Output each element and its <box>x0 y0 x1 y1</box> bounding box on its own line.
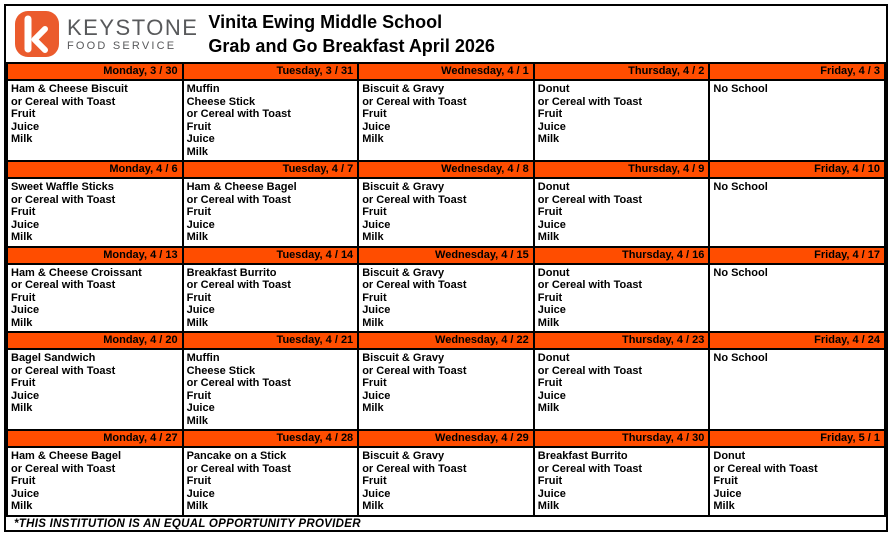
menu-cell-w5-d2 <box>183 447 359 516</box>
brand-text <box>67 16 198 53</box>
menu-item: Fruit <box>11 291 36 304</box>
week-1-menu-row <box>7 80 885 161</box>
menu-item: Milk <box>362 402 384 414</box>
menu-item: No School <box>713 266 768 279</box>
menu-item: Bagel Sandwich <box>11 352 96 364</box>
menu-item: Juice <box>362 218 391 231</box>
menu-item: Juice <box>11 487 40 500</box>
menu-item: Fruit <box>11 475 36 487</box>
menu-item: Juice <box>713 487 742 500</box>
page-title <box>208 10 494 58</box>
menu-item: Milk <box>713 500 735 512</box>
date-cell-w2-d2: Tuesday, 4 / 7 <box>183 161 359 178</box>
menu-item: Milk <box>186 231 208 243</box>
date-cell-w1-d1: Monday, 3 / 30 <box>7 63 183 80</box>
menu-item: Fruit <box>537 291 563 304</box>
week-1-date-row <box>7 63 885 80</box>
page-footer <box>6 517 886 532</box>
menu-item: Cheese Stick <box>186 364 256 377</box>
menu-item: or Cereal with Toast <box>362 95 467 108</box>
menu-item: Ham & Cheese Croissant <box>11 266 142 279</box>
week-2-date-row <box>7 161 885 178</box>
menu-item: Biscuit & Gravy <box>362 83 445 95</box>
menu-cell-w3-d4 <box>534 264 710 333</box>
equal-opportunity-statement: *THIS INSTITUTION IS AN EQUAL OPPORTUNITY PROVIDER <box>14 517 361 530</box>
menu-item: or Cereal with Toast <box>186 279 291 291</box>
menu-item: Milk <box>11 133 33 145</box>
menu-item: Breakfast Burrito <box>186 266 277 279</box>
menu-cell-w5-d4 <box>534 447 710 516</box>
menu-item: Fruit <box>537 475 563 487</box>
menu-item: Donut <box>537 266 570 279</box>
menu-item: Milk <box>186 414 208 427</box>
menu-cell-w1-d4 <box>534 80 710 161</box>
menu-item: Fruit <box>186 475 212 487</box>
menu-item: Juice <box>186 402 215 414</box>
menu-item: or Cereal with Toast <box>11 279 116 291</box>
menu-cell-w2-d5 <box>709 178 885 247</box>
date-cell-w2-d1: Monday, 4 / 6 <box>7 161 183 178</box>
brand-tagline: FOOD SERVICE <box>67 39 177 52</box>
menu-item: Juice <box>186 133 215 145</box>
keystone-k-icon <box>14 10 60 58</box>
menu-item: Juice <box>186 218 215 231</box>
menu-item: Breakfast Burrito <box>537 450 628 462</box>
menu-item: Juice <box>537 487 566 500</box>
date-cell-w1-d5: Friday, 4 / 3 <box>709 63 885 80</box>
menu-cell-w4-d3 <box>358 349 534 430</box>
date-cell-w4-d1: Monday, 4 / 20 <box>7 332 183 349</box>
menu-cell-w1-d5 <box>709 80 885 161</box>
menu-item: Cheese Stick <box>186 95 256 108</box>
menu-cell-w5-d3 <box>358 447 534 516</box>
date-cell-w3-d1: Monday, 4 / 13 <box>7 247 183 264</box>
menu-cell-w1-d2 <box>183 80 359 161</box>
menu-cell-w2-d4 <box>534 178 710 247</box>
menu-item: Fruit <box>362 475 387 487</box>
menu-cell-w5-d5 <box>709 447 885 516</box>
date-cell-w4-d5: Friday, 4 / 24 <box>709 332 885 349</box>
menu-item: Fruit <box>362 377 387 389</box>
menu-title: Grab and Go Breakfast April 2026 <box>208 36 495 56</box>
menu-item: Juice <box>186 304 215 316</box>
menu-item: or Cereal with Toast <box>537 193 643 206</box>
date-cell-w1-d3: Wednesday, 4 / 1 <box>358 63 534 80</box>
date-cell-w1-d4: Thursday, 4 / 2 <box>534 63 710 80</box>
date-cell-w5-d3: Wednesday, 4 / 29 <box>358 430 534 447</box>
menu-item: Fruit <box>186 291 212 304</box>
date-cell-w3-d5: Friday, 4 / 17 <box>709 247 885 264</box>
menu-item: No School <box>713 181 768 193</box>
menu-item: Milk <box>537 231 560 243</box>
menu-item: Ham & Cheese Bagel <box>186 181 297 193</box>
menu-item: or Cereal with Toast <box>186 108 291 120</box>
menu-item: Juice <box>362 487 391 500</box>
menu-item: Juice <box>537 120 566 133</box>
menu-item: or Cereal with Toast <box>186 462 291 475</box>
menu-item: Ham & Cheese Biscuit <box>11 83 128 95</box>
menu-cell-w3-d3 <box>358 264 534 333</box>
menu-item: or Cereal with Toast <box>537 279 643 291</box>
menu-item: Juice <box>362 304 391 316</box>
menu-item: or Cereal with Toast <box>186 193 291 206</box>
date-cell-w3-d3: Wednesday, 4 / 15 <box>358 247 534 264</box>
date-cell-w1-d2: Tuesday, 3 / 31 <box>183 63 359 80</box>
menu-item: Fruit <box>186 389 212 402</box>
menu-cell-w1-d3 <box>358 80 534 161</box>
menu-cell-w4-d2 <box>183 349 359 430</box>
menu-item: Biscuit & Gravy <box>362 352 445 364</box>
date-cell-w2-d4: Thursday, 4 / 9 <box>534 161 710 178</box>
menu-item: Fruit <box>11 377 36 389</box>
menu-item: Juice <box>362 389 391 402</box>
menu-item: Biscuit & Gravy <box>362 266 445 279</box>
menu-item: or Cereal with Toast <box>11 364 116 377</box>
menu-item: or Cereal with Toast <box>537 462 643 475</box>
week-4-menu-row <box>7 349 885 430</box>
date-cell-w5-d1: Monday, 4 / 27 <box>7 430 183 447</box>
menu-item: Biscuit & Gravy <box>362 450 445 462</box>
menu-item: or Cereal with Toast <box>11 95 116 108</box>
menu-item: Juice <box>11 120 40 133</box>
week-4-date-row <box>7 332 885 349</box>
menu-item: Fruit <box>186 206 212 218</box>
menu-item: Juice <box>11 389 40 402</box>
date-cell-w5-d5: Friday, 5 / 1 <box>709 430 885 447</box>
menu-item: Donut <box>537 352 570 364</box>
keystone-logo <box>14 10 60 58</box>
menu-item: Juice <box>362 120 391 133</box>
week-3-menu-row <box>7 264 885 333</box>
menu-cell-w5-d1 <box>7 447 183 516</box>
page-frame <box>4 4 888 532</box>
week-3-date-row <box>7 247 885 264</box>
menu-cell-w2-d3 <box>358 178 534 247</box>
menu-item: Fruit <box>713 475 738 487</box>
menu-item: or Cereal with Toast <box>186 377 291 389</box>
page-header <box>6 6 886 62</box>
menu-item: or Cereal with Toast <box>11 193 116 206</box>
menu-item: Juice <box>11 304 40 316</box>
date-cell-w3-d4: Thursday, 4 / 16 <box>534 247 710 264</box>
menu-item: Fruit <box>186 120 212 133</box>
menu-item: Juice <box>186 487 215 500</box>
menu-item: Fruit <box>537 206 563 218</box>
menu-item: Fruit <box>362 206 387 218</box>
week-2-menu-row <box>7 178 885 247</box>
date-cell-w4-d3: Wednesday, 4 / 22 <box>358 332 534 349</box>
menu-item: Milk <box>11 316 33 329</box>
menu-cell-w4-d5 <box>709 349 885 430</box>
menu-item: Fruit <box>362 291 387 304</box>
menu-table-body <box>7 63 885 516</box>
menu-item: Milk <box>11 402 33 414</box>
date-cell-w4-d4: Thursday, 4 / 23 <box>534 332 710 349</box>
menu-item: Fruit <box>11 206 36 218</box>
menu-item: No School <box>713 83 768 95</box>
menu-item: Milk <box>537 402 560 414</box>
menu-item: Fruit <box>11 108 36 120</box>
menu-item: Juice <box>537 389 566 402</box>
menu-item: Fruit <box>362 108 387 120</box>
menu-item: Donut <box>713 450 746 462</box>
menu-cell-w3-d5 <box>709 264 885 333</box>
menu-item: Milk <box>537 316 560 329</box>
menu-item: or Cereal with Toast <box>362 364 467 377</box>
menu-item: Milk <box>537 500 560 512</box>
brand-name: KEYSTONE <box>67 14 199 40</box>
date-cell-w3-d2: Tuesday, 4 / 14 <box>183 247 359 264</box>
menu-item: or Cereal with Toast <box>713 462 818 475</box>
menu-item: or Cereal with Toast <box>537 95 643 108</box>
menu-item: Milk <box>362 133 384 145</box>
menu-item: Juice <box>537 304 566 316</box>
menu-item: or Cereal with Toast <box>362 462 467 475</box>
school-name: Vinita Ewing Middle School <box>208 12 443 32</box>
menu-item: No School <box>713 352 768 364</box>
menu-item: Muffin <box>186 83 220 95</box>
menu-item: Fruit <box>537 108 563 120</box>
menu-item: Milk <box>362 316 384 329</box>
menu-item: Milk <box>186 145 208 158</box>
menu-item: Milk <box>186 316 208 329</box>
menu-item: or Cereal with Toast <box>362 279 467 291</box>
menu-cell-w1-d1 <box>7 80 183 161</box>
menu-item: Juice <box>11 218 40 231</box>
menu-item: or Cereal with Toast <box>537 364 643 377</box>
menu-cell-w4-d1 <box>7 349 183 430</box>
menu-item: Donut <box>537 181 570 193</box>
menu-item: Milk <box>362 500 384 512</box>
menu-item: Milk <box>186 500 208 512</box>
menu-item: or Cereal with Toast <box>11 462 116 475</box>
menu-item: Milk <box>11 231 33 243</box>
date-cell-w4-d2: Tuesday, 4 / 21 <box>183 332 359 349</box>
menu-item: Donut <box>537 83 570 95</box>
breakfast-menu-table <box>6 62 886 517</box>
week-5-date-row <box>7 430 885 447</box>
menu-item: Milk <box>362 231 384 243</box>
menu-cell-w2-d1 <box>7 178 183 247</box>
menu-item: Muffin <box>186 352 220 364</box>
date-cell-w5-d4: Thursday, 4 / 30 <box>534 430 710 447</box>
menu-item: Sweet Waffle Sticks <box>11 181 114 193</box>
menu-cell-w2-d2 <box>183 178 359 247</box>
menu-item: Fruit <box>537 377 563 389</box>
menu-item: Milk <box>11 500 33 512</box>
date-cell-w2-d5: Friday, 4 / 10 <box>709 161 885 178</box>
menu-cell-w3-d1 <box>7 264 183 333</box>
menu-cell-w3-d2 <box>183 264 359 333</box>
menu-item: Milk <box>537 133 560 145</box>
menu-item: Pancake on a Stick <box>186 450 287 462</box>
menu-item: or Cereal with Toast <box>362 193 467 206</box>
menu-cell-w4-d4 <box>534 349 710 430</box>
menu-item: Juice <box>537 218 566 231</box>
date-cell-w5-d2: Tuesday, 4 / 28 <box>183 430 359 447</box>
menu-item: Ham & Cheese Bagel <box>11 450 122 462</box>
date-cell-w2-d3: Wednesday, 4 / 8 <box>358 161 534 178</box>
menu-item: Biscuit & Gravy <box>362 181 445 193</box>
week-5-menu-row <box>7 447 885 516</box>
